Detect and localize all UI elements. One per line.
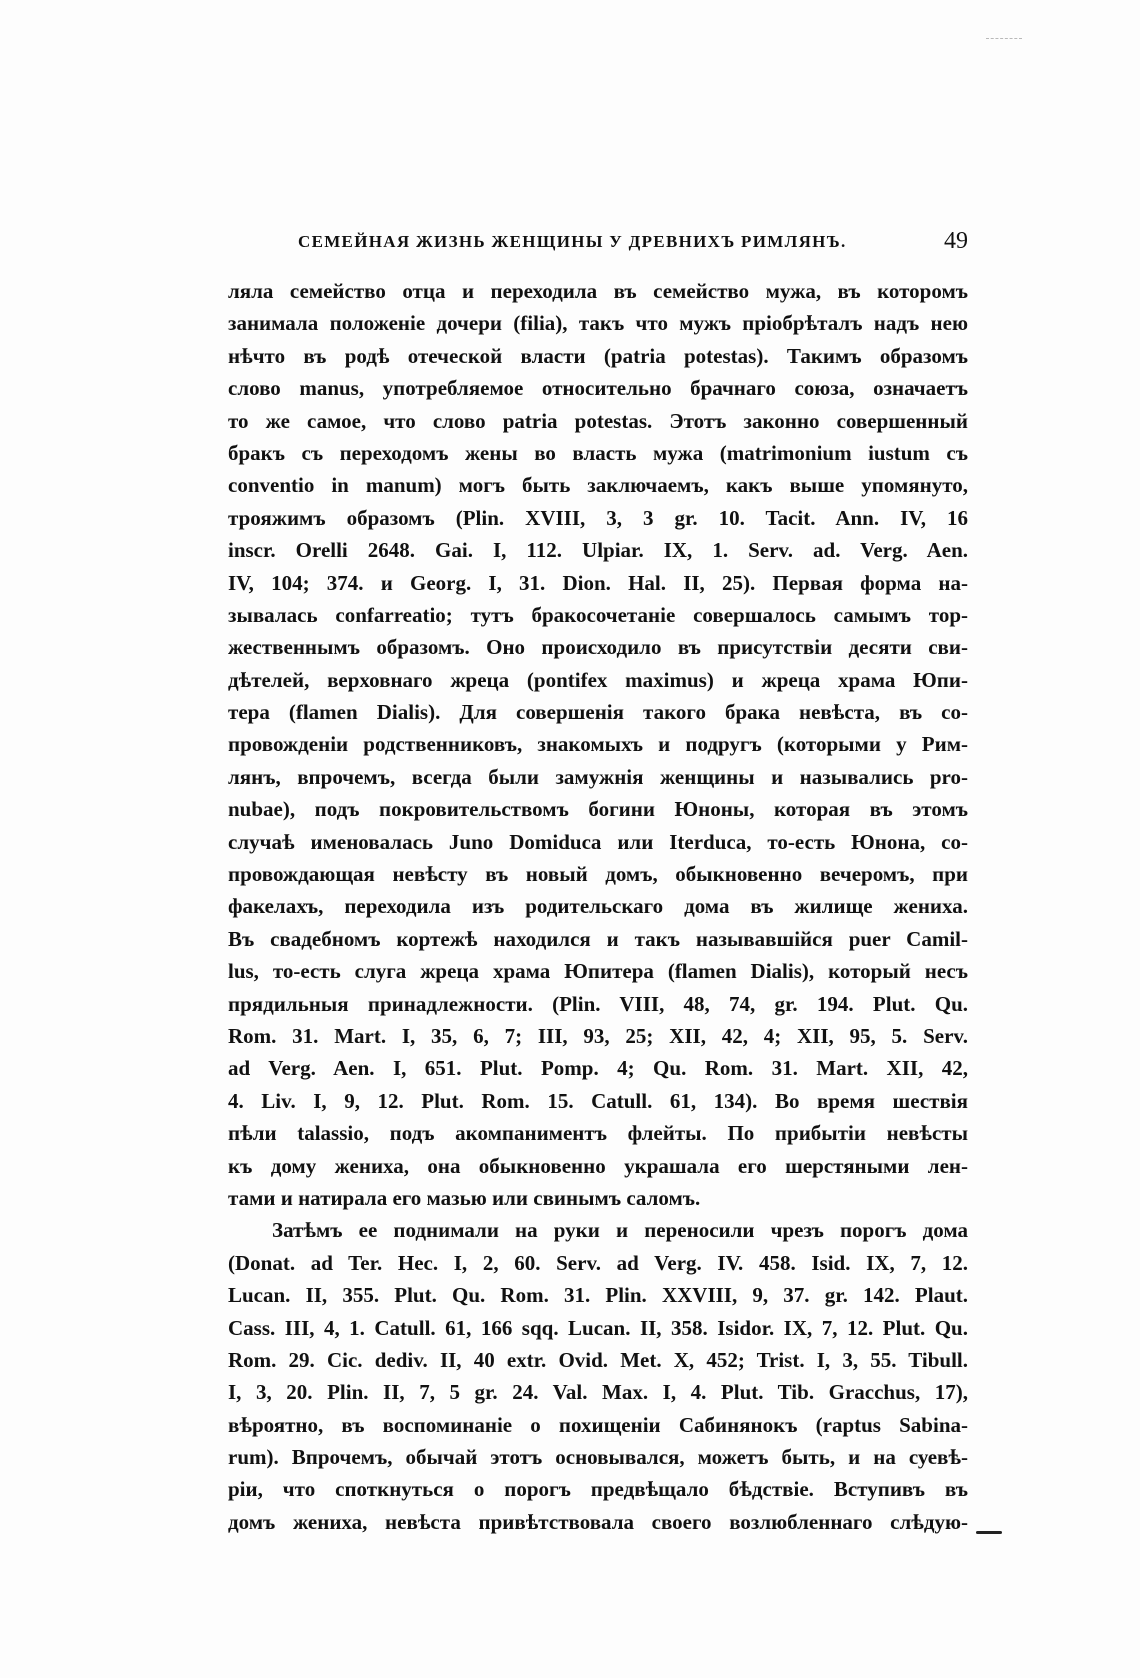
text-line: жественнымъ образомъ. Оно происходило въ присутствіи десяти сви- <box>228 635 968 660</box>
text-line: домъ жениха, невѣста привѣтствовала своего возлюбленнаго слѣдую- <box>228 1509 968 1534</box>
text-line: ляла семейство отца и переходила въ семейство мужа, въ которомъ <box>228 279 968 303</box>
text-line: трояжимъ образомъ (Plin. XVIII, 3, 3 gr. 10. Tacit. Ann. IV, 16 <box>228 505 968 530</box>
text-line: дѣтелей, верховнаго жреца (pontifex maximus) и жреца храма Юпи- <box>228 667 968 692</box>
text-line: занимала положеніе дочери (filia), такъ что мужъ пріобрѣталъ надъ нею <box>228 311 968 336</box>
text-line: зывалась confarreatio; тутъ бракосочетаніе совершалось самымъ тор- <box>228 602 968 627</box>
text-line: lus, то-есть слуга жреца храма Юпитера (flamen Dialis), который несъ <box>228 959 968 984</box>
text-line: I, 3, 20. Plin. II, 7, 5 gr. 24. Val. Max. I, 4. Plut. Tib. Gracchus, 17), <box>228 1380 968 1405</box>
page-edge-mark <box>976 1531 1002 1534</box>
text-line: провождающая невѣсту въ новый домъ, обыкновенно вечеромъ, при <box>228 862 968 887</box>
text-line: conventio in manum) могъ быть заключаемъ, какъ выше упомянуто, <box>228 473 968 498</box>
text-line: (Donat. ad Ter. Hec. I, 2, 60. Serv. ad Verg. IV. 458. Isid. IX, 7, 12. <box>228 1250 968 1275</box>
text-line: Cass. III, 4, 1. Catull. 61, 166 sqq. Lucan. II, 358. Isidor. IX, 7, 12. Plut. Qu. <box>228 1315 968 1340</box>
text-line: тами и натирала его мазью или свинымъ саломъ. <box>228 1185 701 1210</box>
text-line: провожденіи родственниковъ, знакомыхъ и подругъ (которыми у Рим- <box>228 732 968 757</box>
text-line: факелахъ, переходила изъ родительскаго дома въ жилище жениха. <box>228 894 968 919</box>
text-line: тера (flamen Dialis). Для совершенія такого брака невѣста, въ со- <box>228 700 968 725</box>
running-title: СЕМЕЙНАЯ ЖИЗНЬ ЖЕНЩИНЫ У ДРЕВНИХЪ РИМЛЯНЪ. <box>298 232 847 251</box>
running-header <box>228 228 968 258</box>
text-line: бракъ съ переходомъ жены во власть мужа (matrimonium iustum съ <box>228 440 968 465</box>
text-line: rum). Впрочемъ, обычай этотъ основывался, можетъ быть, и на суевѣ- <box>228 1445 968 1470</box>
text-line: лянъ, впрочемъ, всегда были замужнія женщины и назывались pro- <box>228 764 968 789</box>
text-line: нѣчто въ родѣ отеческой власти (patria potestas). Такимъ образомъ <box>228 343 968 368</box>
body-text <box>228 275 968 1538</box>
text-line: 4. Liv. I, 9, 12. Plut. Rom. 15. Catull. 61, 134). Во время шествія <box>228 1088 968 1113</box>
text-line: Rom. 29. Cic. dediv. II, 40 extr. Ovid. Met. X, 452; Trist. I, 3, 55. Tibull. <box>228 1347 968 1372</box>
text-line: прядильныя принадлежности. (Plin. VIII, 48, 74, gr. 194. Plut. Qu. <box>228 991 968 1016</box>
text-line: то же самое, что слово patria potestas. Этотъ законно совершенный <box>228 408 968 433</box>
text-line: Lucan. II, 355. Plut. Qu. Rom. 31. Plin. XXVIII, 9, 37. gr. 142. Plaut. <box>228 1283 968 1308</box>
text-line: inscr. Orelli 2648. Gai. I, 112. Ulpiar. IX, 1. Serv. ad. Verg. Aen. <box>228 538 968 563</box>
scan-mark <box>986 38 1022 39</box>
paragraph-first-line: Затѣмъ ее поднимали на руки и переносили чрезъ порогъ дома <box>272 1218 968 1243</box>
text-line: пѣли talassio, подъ акомпаниментъ флейты. По прибытіи невѣсты <box>228 1121 968 1146</box>
text-line: ріи, что споткнуться о порогъ предвѣщало бѣдствіе. Вступивъ въ <box>228 1477 968 1502</box>
text-line: случаѣ именовалась Juno Domiduca или Iterduca, то-есть Юнона, со- <box>228 829 968 854</box>
text-line: nubae), подъ покровительствомъ богини Юноны, которая въ этомъ <box>228 797 968 822</box>
text-line: Rom. 31. Mart. I, 35, 6, 7; III, 93, 25; XII, 42, 4; XII, 95, 5. Serv. <box>228 1023 968 1048</box>
text-line: слово manus, употребляемое относительно брачнаго союза, означаетъ <box>228 376 968 401</box>
page-number: 49 <box>944 228 968 254</box>
text-line: къ дому жениха, она обыкновенно украшала его шерстяными лен- <box>228 1153 968 1178</box>
text-line: вѣроятно, въ воспоминаніе о похищеніи Сабинянокъ (raptus Sabina- <box>228 1412 968 1437</box>
text-line: IV, 104; 374. и Georg. I, 31. Dion. Hal. II, 25). Первая форма на- <box>228 570 968 595</box>
text-line: ad Verg. Aen. I, 651. Plut. Pomp. 4; Qu. Rom. 31. Mart. XII, 42, <box>228 1056 968 1081</box>
text-line: Въ свадебномъ кортежѣ находился и такъ называвшійся puer Camil- <box>228 926 968 951</box>
